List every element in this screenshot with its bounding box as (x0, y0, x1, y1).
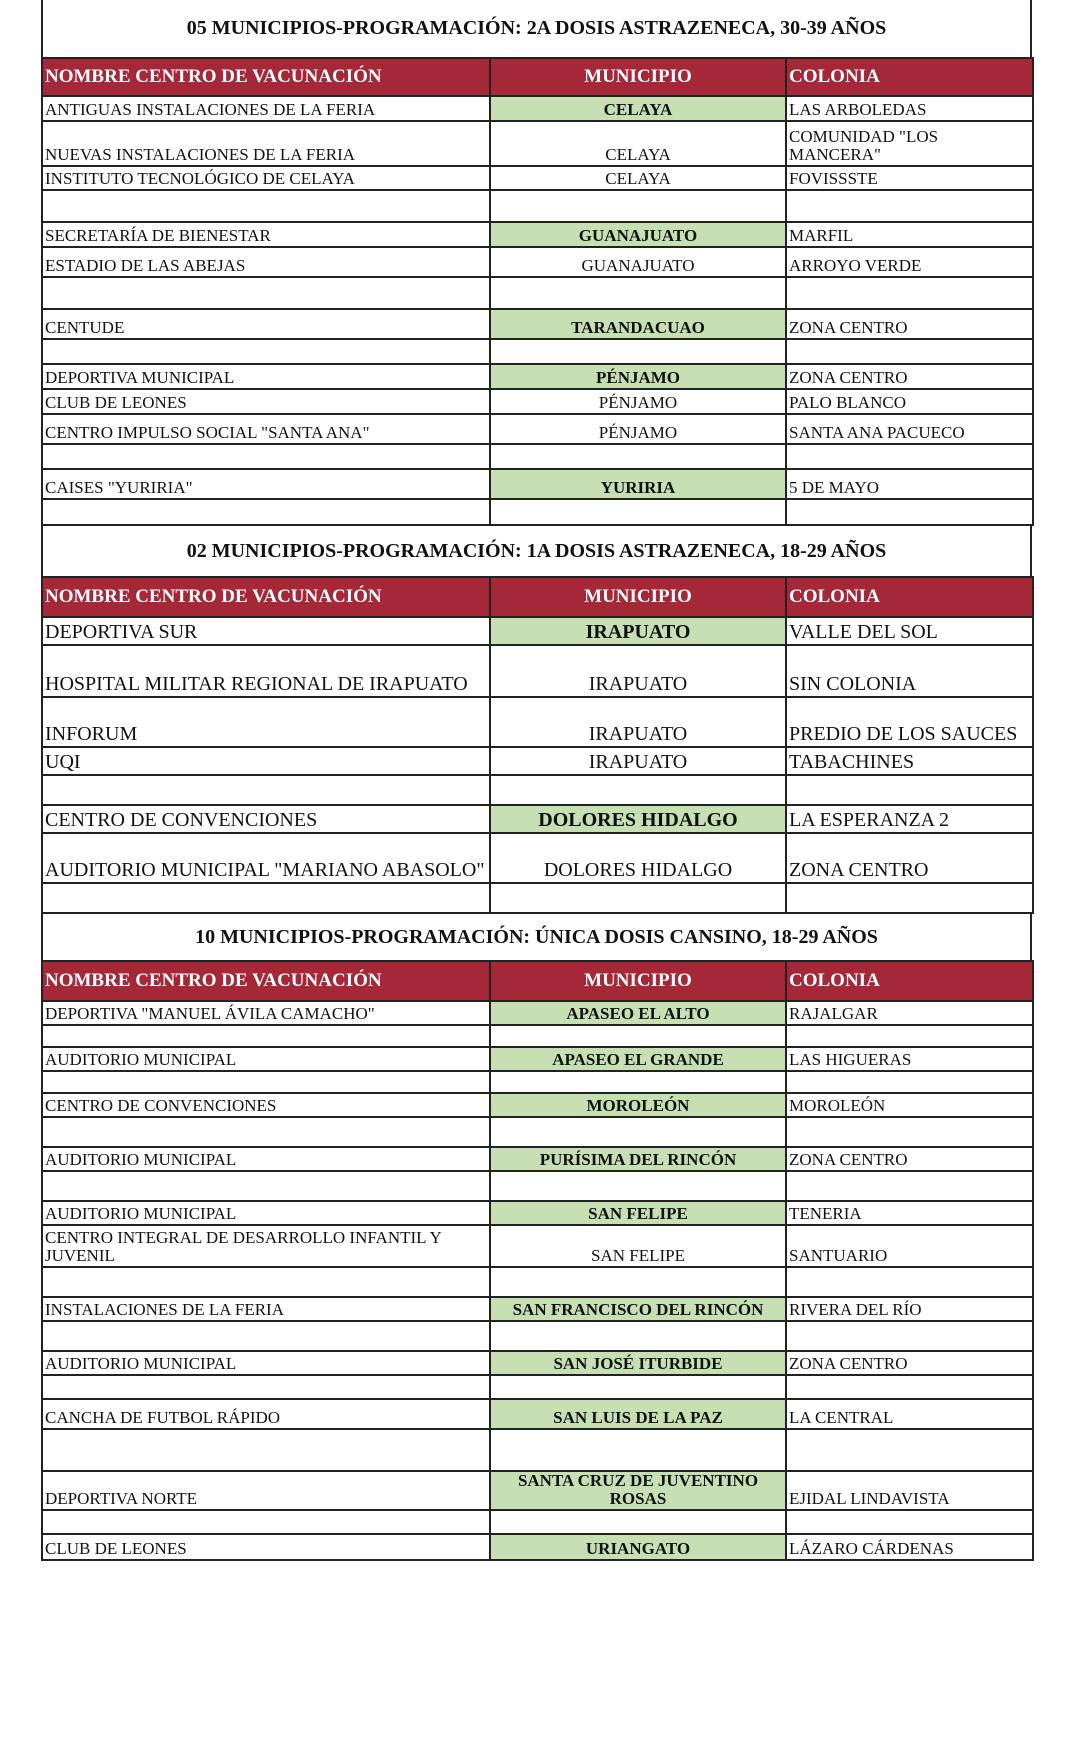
cell-center-name (42, 775, 490, 805)
cell-center-name (42, 499, 490, 525)
table-row (42, 1201, 1033, 1225)
cell-colonia: RAJALGAR (786, 1001, 1033, 1025)
table-row (42, 1225, 1033, 1267)
table-row (42, 364, 1033, 389)
cell-colonia: SANTUARIO (786, 1225, 1033, 1267)
table-row (42, 469, 1033, 499)
cell-center-name: CENTRO IMPULSO SOCIAL "SANTA ANA" (42, 414, 490, 444)
header-colonia: COLONIA (786, 961, 1033, 1001)
cell-municipio: GUANAJUATO (490, 222, 786, 247)
cell-center-name: CENTRO DE CONVENCIONES (42, 805, 490, 833)
cell-center-name (42, 1267, 490, 1297)
table-row (42, 697, 1033, 747)
cell-center-name: ANTIGUAS INSTALACIONES DE LA FERIA (42, 96, 490, 121)
cell-colonia: ZONA CENTRO (786, 309, 1033, 339)
section-title: 05 MUNICIPIOS-PROGRAMACIÓN: 2A DOSIS ASTRAZENECA, 30-39 AÑOS (41, 0, 1032, 57)
cell-colonia: TENERIA (786, 1201, 1033, 1225)
table-row (42, 1399, 1033, 1429)
cell-municipio: CELAYA (490, 121, 786, 166)
cell-center-name (42, 883, 490, 913)
cell-municipio: DOLORES HIDALGO (490, 833, 786, 883)
cell-municipio: GUANAJUATO (490, 247, 786, 277)
cell-center-name (42, 444, 490, 469)
cell-colonia: LA ESPERANZA 2 (786, 805, 1033, 833)
header-colonia: COLONIA (786, 577, 1033, 617)
table-row (42, 1093, 1033, 1117)
cell-municipio: SAN FELIPE (490, 1201, 786, 1225)
cell-municipio (490, 1171, 786, 1201)
cell-colonia: ZONA CENTRO (786, 1351, 1033, 1375)
cell-municipio: SAN FRANCISCO DEL RINCÓN (490, 1297, 786, 1321)
cell-center-name: ESTADIO DE LAS ABEJAS (42, 247, 490, 277)
table-row (42, 1321, 1033, 1351)
table-row (42, 1351, 1033, 1375)
cell-center-name: HOSPITAL MILITAR REGIONAL DE IRAPUATO (42, 645, 490, 697)
cell-municipio: CELAYA (490, 166, 786, 190)
table-row (42, 1047, 1033, 1071)
cell-colonia (786, 1025, 1033, 1047)
cell-colonia: COMUNIDAD "LOS MANCERA" (786, 121, 1033, 166)
cell-municipio: URIANGATO (490, 1534, 786, 1560)
table-row (42, 1429, 1033, 1471)
table-row (42, 1117, 1033, 1147)
cell-center-name: INFORUM (42, 697, 490, 747)
cell-center-name (42, 190, 490, 222)
section-title: 10 MUNICIPIOS-PROGRAMACIÓN: ÚNICA DOSIS CANSINO, 18-29 AÑOS (41, 914, 1032, 960)
table-row (42, 121, 1033, 166)
table-row (42, 1267, 1033, 1297)
cell-municipio (490, 1429, 786, 1471)
cell-center-name: DEPORTIVA SUR (42, 617, 490, 645)
cell-colonia (786, 1429, 1033, 1471)
cell-center-name: SECRETARÍA DE BIENESTAR (42, 222, 490, 247)
cell-colonia: LA CENTRAL (786, 1399, 1033, 1429)
cell-colonia (786, 883, 1033, 913)
cell-municipio: IRAPUATO (490, 617, 786, 645)
cell-colonia (786, 1117, 1033, 1147)
table-row (42, 1510, 1033, 1534)
cell-colonia: ZONA CENTRO (786, 364, 1033, 389)
cell-colonia (786, 1321, 1033, 1351)
cell-center-name: NUEVAS INSTALACIONES DE LA FERIA (42, 121, 490, 166)
cell-colonia: PREDIO DE LOS SAUCES (786, 697, 1033, 747)
cell-municipio: PURÍSIMA DEL RINCÓN (490, 1147, 786, 1171)
table-row (42, 617, 1033, 645)
cell-colonia (786, 1510, 1033, 1534)
table-row (42, 1001, 1033, 1025)
section-table (41, 576, 1034, 914)
cell-municipio (490, 1321, 786, 1351)
cell-municipio: SANTA CRUZ DE JUVENTINO ROSAS (490, 1471, 786, 1510)
cell-colonia: LAS HIGUERAS (786, 1047, 1033, 1071)
cell-municipio: IRAPUATO (490, 697, 786, 747)
cell-municipio (490, 1117, 786, 1147)
cell-colonia: MOROLEÓN (786, 1093, 1033, 1117)
cell-municipio: PÉNJAMO (490, 414, 786, 444)
table-row (42, 833, 1033, 883)
cell-colonia (786, 190, 1033, 222)
cell-center-name (42, 1117, 490, 1147)
cell-center-name (42, 339, 490, 364)
cell-colonia: LAS ARBOLEDAS (786, 96, 1033, 121)
table-row (42, 166, 1033, 190)
table-row (42, 444, 1033, 469)
cell-center-name (42, 1429, 490, 1471)
table-row (42, 747, 1033, 775)
header-name: NOMBRE CENTRO DE VACUNACIÓN (42, 577, 490, 617)
cell-center-name: AUDITORIO MUNICIPAL (42, 1351, 490, 1375)
cell-municipio: CELAYA (490, 96, 786, 121)
cell-colonia: ZONA CENTRO (786, 1147, 1033, 1171)
cell-center-name: INSTITUTO TECNOLÓGICO DE CELAYA (42, 166, 490, 190)
cell-colonia: ARROYO VERDE (786, 247, 1033, 277)
cell-municipio: DOLORES HIDALGO (490, 805, 786, 833)
header-municipio: MUNICIPIO (490, 577, 786, 617)
cell-municipio: IRAPUATO (490, 645, 786, 697)
table-row (42, 339, 1033, 364)
table-row (42, 1171, 1033, 1201)
cell-center-name: CENTUDE (42, 309, 490, 339)
cell-center-name: DEPORTIVA NORTE (42, 1471, 490, 1510)
table-row (42, 1071, 1033, 1093)
cell-colonia (786, 775, 1033, 805)
cell-colonia: 5 DE MAYO (786, 469, 1033, 499)
cell-municipio: PÉNJAMO (490, 389, 786, 414)
header-municipio: MUNICIPIO (490, 961, 786, 1001)
table-row (42, 805, 1033, 833)
cell-municipio: APASEO EL GRANDE (490, 1047, 786, 1071)
cell-center-name: CENTRO INTEGRAL DE DESARROLLO INFANTIL Y JUVENIL (42, 1225, 490, 1267)
cell-center-name: AUDITORIO MUNICIPAL (42, 1047, 490, 1071)
table-row (42, 247, 1033, 277)
cell-colonia: LÁZARO CÁRDENAS (786, 1534, 1033, 1560)
cell-colonia: ZONA CENTRO (786, 833, 1033, 883)
cell-center-name (42, 1510, 490, 1534)
cell-municipio: IRAPUATO (490, 747, 786, 775)
cell-municipio (490, 277, 786, 309)
cell-municipio: SAN LUIS DE LA PAZ (490, 1399, 786, 1429)
cell-center-name: CANCHA DE FUTBOL RÁPIDO (42, 1399, 490, 1429)
cell-municipio (490, 499, 786, 525)
cell-municipio (490, 775, 786, 805)
cell-center-name (42, 1321, 490, 1351)
cell-municipio (490, 444, 786, 469)
cell-municipio: APASEO EL ALTO (490, 1001, 786, 1025)
cell-center-name: CLUB DE LEONES (42, 1534, 490, 1560)
table-row (42, 1297, 1033, 1321)
cell-municipio: YURIRIA (490, 469, 786, 499)
cell-municipio: SAN JOSÉ ITURBIDE (490, 1351, 786, 1375)
header-row (42, 577, 1033, 617)
cell-center-name: CENTRO DE CONVENCIONES (42, 1093, 490, 1117)
cell-municipio (490, 1025, 786, 1047)
table-row (42, 1025, 1033, 1047)
table-row (42, 277, 1033, 309)
cell-colonia: SIN COLONIA (786, 645, 1033, 697)
table-row (42, 414, 1033, 444)
cell-municipio (490, 339, 786, 364)
cell-center-name (42, 1171, 490, 1201)
cell-municipio (490, 190, 786, 222)
table-row (42, 1375, 1033, 1399)
header-municipio: MUNICIPIO (490, 58, 786, 96)
table-row (42, 1534, 1033, 1560)
table-row (42, 190, 1033, 222)
cell-colonia (786, 1071, 1033, 1093)
cell-colonia (786, 1375, 1033, 1399)
cell-center-name: AUDITORIO MUNICIPAL "MARIANO ABASOLO" (42, 833, 490, 883)
cell-center-name: AUDITORIO MUNICIPAL (42, 1147, 490, 1171)
table-row (42, 96, 1033, 121)
cell-center-name: DEPORTIVA "MANUEL ÁVILA CAMACHO" (42, 1001, 490, 1025)
cell-colonia (786, 339, 1033, 364)
section-table (41, 960, 1034, 1561)
header-name: NOMBRE CENTRO DE VACUNACIÓN (42, 961, 490, 1001)
cell-center-name: AUDITORIO MUNICIPAL (42, 1201, 490, 1225)
header-colonia: COLONIA (786, 58, 1033, 96)
schedule-sheet (41, 0, 1032, 1561)
cell-municipio (490, 1375, 786, 1399)
table-row (42, 222, 1033, 247)
cell-center-name: INSTALACIONES DE LA FERIA (42, 1297, 490, 1321)
cell-municipio (490, 1267, 786, 1297)
cell-center-name: UQI (42, 747, 490, 775)
cell-colonia: TABACHINES (786, 747, 1033, 775)
cell-center-name: DEPORTIVA MUNICIPAL (42, 364, 490, 389)
cell-colonia (786, 1267, 1033, 1297)
cell-municipio: SAN FELIPE (490, 1225, 786, 1267)
cell-colonia (786, 277, 1033, 309)
cell-colonia: VALLE DEL SOL (786, 617, 1033, 645)
table-row (42, 1471, 1033, 1510)
cell-center-name: CAISES "YURIRIA" (42, 469, 490, 499)
cell-colonia: MARFIL (786, 222, 1033, 247)
cell-municipio (490, 883, 786, 913)
cell-colonia: EJIDAL LINDAVISTA (786, 1471, 1033, 1510)
cell-municipio: PÉNJAMO (490, 364, 786, 389)
cell-center-name (42, 1071, 490, 1093)
cell-colonia: PALO BLANCO (786, 389, 1033, 414)
cell-colonia (786, 499, 1033, 525)
cell-municipio (490, 1510, 786, 1534)
table-row (42, 1147, 1033, 1171)
cell-municipio (490, 1071, 786, 1093)
table-row (42, 389, 1033, 414)
table-row (42, 499, 1033, 525)
cell-center-name (42, 1025, 490, 1047)
cell-colonia: RIVERA DEL RÍO (786, 1297, 1033, 1321)
section-table (41, 57, 1034, 526)
header-row (42, 58, 1033, 96)
cell-center-name: CLUB DE LEONES (42, 389, 490, 414)
cell-colonia (786, 444, 1033, 469)
header-name: NOMBRE CENTRO DE VACUNACIÓN (42, 58, 490, 96)
cell-center-name (42, 277, 490, 309)
table-row (42, 883, 1033, 913)
cell-colonia: FOVISSSTE (786, 166, 1033, 190)
section-title: 02 MUNICIPIOS-PROGRAMACIÓN: 1A DOSIS ASTRAZENECA, 18-29 AÑOS (41, 526, 1032, 576)
header-row (42, 961, 1033, 1001)
cell-colonia (786, 1171, 1033, 1201)
cell-municipio: MOROLEÓN (490, 1093, 786, 1117)
table-row (42, 645, 1033, 697)
table-row (42, 309, 1033, 339)
cell-municipio: TARANDACUAO (490, 309, 786, 339)
cell-center-name (42, 1375, 490, 1399)
table-row (42, 775, 1033, 805)
cell-colonia: SANTA ANA PACUECO (786, 414, 1033, 444)
